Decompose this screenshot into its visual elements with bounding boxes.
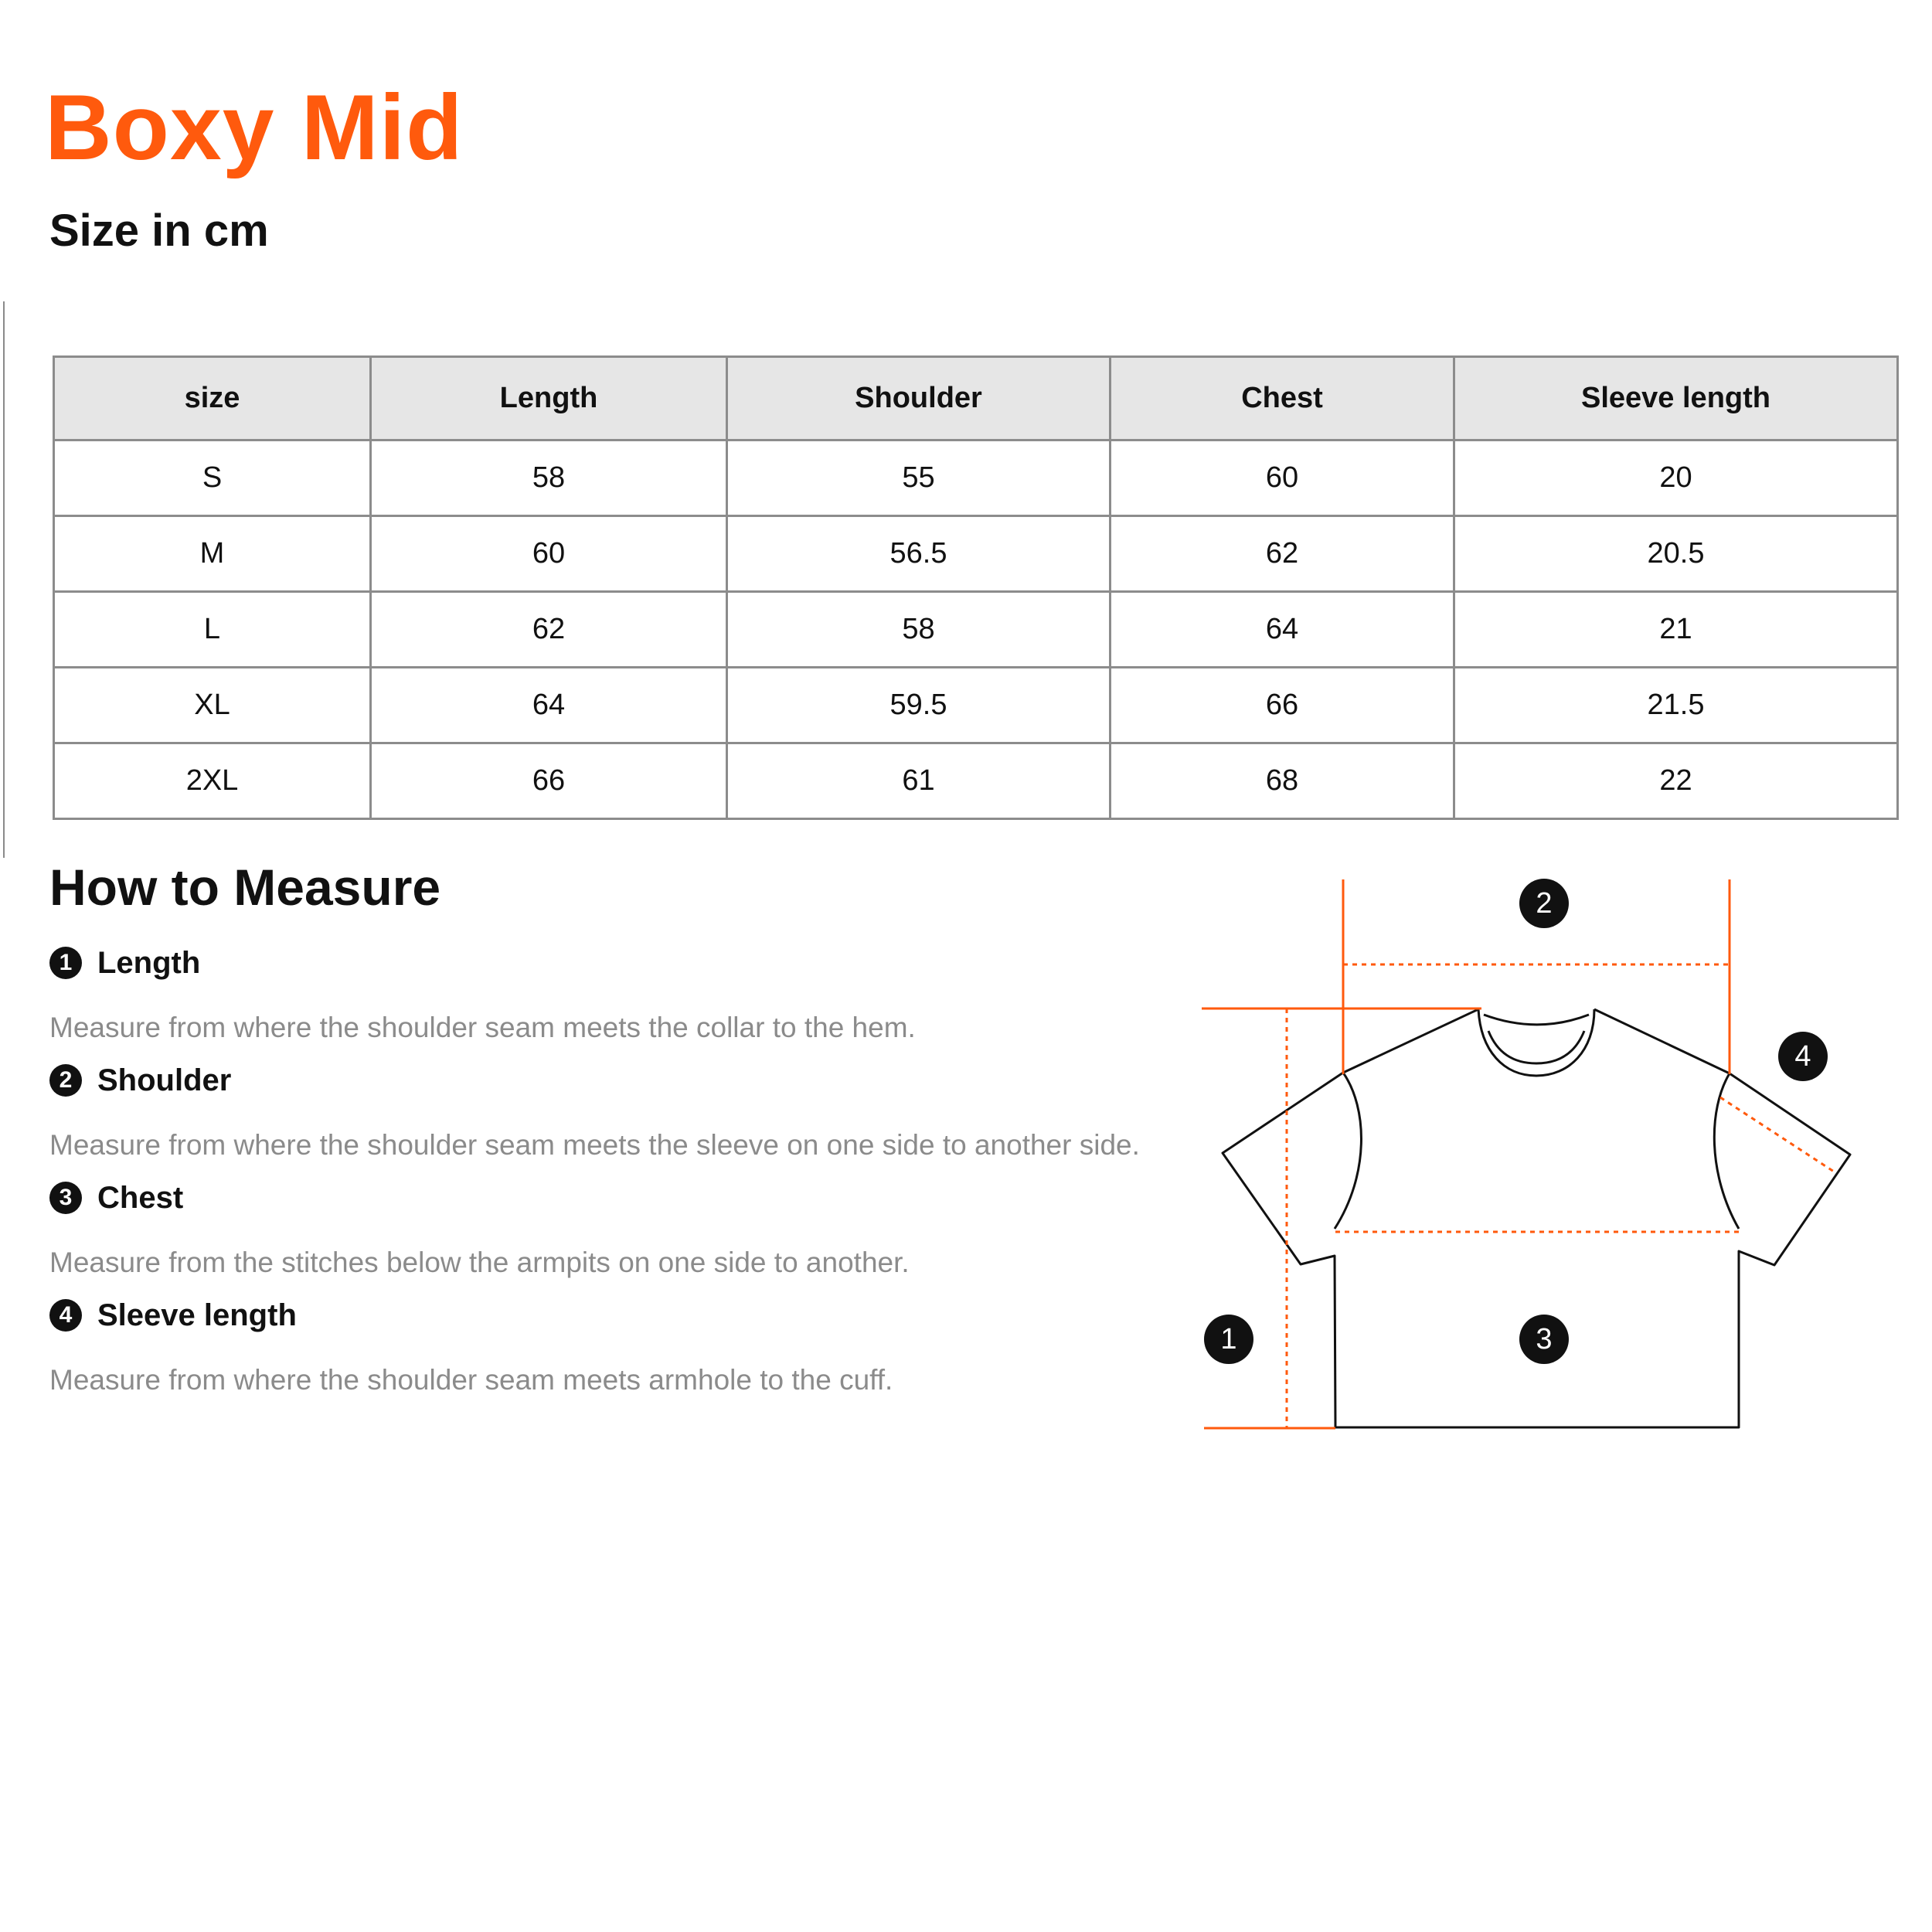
marker-chest-number: 3 [1536,1323,1553,1355]
column-header-chest: Chest [1111,357,1454,440]
marker-shoulder-number: 2 [1536,887,1553,920]
cell-shoulder: 56.5 [727,516,1111,592]
tshirt-measurement-diagram [1190,873,1870,1445]
measure-label: Length [97,945,201,980]
column-header-length: Length [371,357,727,440]
measure-label: Chest [97,1180,184,1215]
cell-size: L [54,592,371,668]
table-row [54,440,1898,516]
cell-sleeve-length: 20 [1454,440,1898,516]
cell-size: 2XL [54,743,371,819]
cell-length: 62 [371,592,727,668]
measure-label: Shoulder [97,1063,232,1097]
measure-description: Measure from the stitches below the armpits on one side to another. [49,1247,910,1278]
measure-label-row [49,1296,893,1335]
tshirt-body-outline [1223,1009,1850,1427]
cell-chest: 68 [1111,743,1454,819]
measure-description: Measure from where the shoulder seam meets the sleeve on one side to another side. [49,1129,1140,1161]
table-row [54,743,1898,819]
cell-shoulder: 61 [727,743,1111,819]
cell-chest: 62 [1111,516,1454,592]
measure-item-chest [49,1179,910,1279]
table-row [54,668,1898,743]
cell-shoulder: 58 [727,592,1111,668]
marker-length [1204,1315,1253,1364]
marker-chest [1519,1315,1569,1364]
number-badge: 3 [49,1182,82,1214]
cell-length: 66 [371,743,727,819]
cell-size: S [54,440,371,516]
cell-shoulder: 59.5 [727,668,1111,743]
page-subtitle: Size in cm [49,206,269,256]
marker-shoulder [1519,879,1569,928]
marker-sleeve [1778,1032,1828,1081]
table-row [54,516,1898,592]
cell-chest: 60 [1111,440,1454,516]
cell-sleeve-length: 21 [1454,592,1898,668]
measure-item-sleeve-length [49,1296,893,1396]
cell-length: 64 [371,668,727,743]
cell-sleeve-length: 21.5 [1454,668,1898,743]
sleeve-dashed-line [1720,1097,1834,1172]
measure-label: Sleeve length [97,1298,297,1332]
cell-shoulder: 55 [727,440,1111,516]
cell-length: 58 [371,440,727,516]
left-sleeve-seam [1335,1073,1361,1229]
size-chart-table [53,355,1899,820]
tshirt-outline [1223,1009,1850,1427]
number-badge: 1 [49,947,82,979]
page-title: Boxy Mid [45,76,464,179]
column-header-size: size [54,357,371,440]
right-sleeve-seam [1714,1073,1739,1229]
measure-label-row [49,1061,1140,1100]
number-badge: 4 [49,1299,82,1332]
measure-description: Measure from where the shoulder seam meets the collar to the hem. [49,1012,916,1043]
marker-length-number: 1 [1220,1323,1237,1355]
cell-sleeve-length: 20.5 [1454,516,1898,592]
cell-length: 60 [371,516,727,592]
cell-size: M [54,516,371,592]
marker-sleeve-number: 4 [1794,1040,1811,1073]
number-badge: 2 [49,1064,82,1097]
measure-item-length [49,944,916,1044]
cell-sleeve-length: 22 [1454,743,1898,819]
table-header-row [54,357,1898,440]
cell-size: XL [54,668,371,743]
measure-label-row [49,1179,910,1217]
measure-description: Measure from where the shoulder seam meets armhole to the cuff. [49,1364,893,1396]
collar-inner-outline [1484,1015,1589,1025]
table-row [54,592,1898,668]
column-header-sleeve-length: Sleeve length [1454,357,1898,440]
cell-chest: 66 [1111,668,1454,743]
measure-item-shoulder [49,1061,1140,1162]
column-header-shoulder: Shoulder [727,357,1111,440]
collar-band-outline [1488,1031,1584,1063]
left-divider [3,301,5,858]
measure-label-row [49,944,916,982]
how-to-measure-heading: How to Measure [49,859,441,916]
cell-chest: 64 [1111,592,1454,668]
